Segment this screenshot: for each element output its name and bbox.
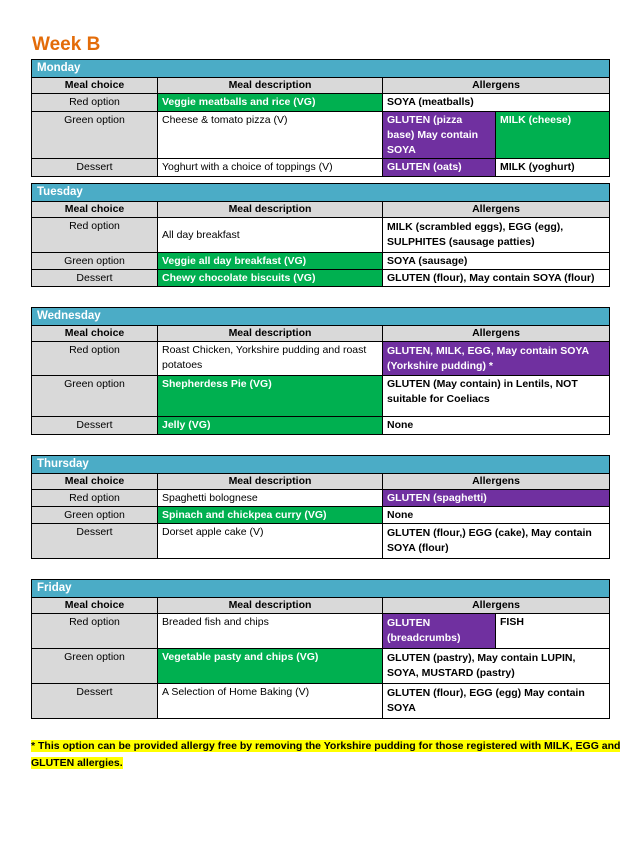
meal-description: Shepherdess Pie (VG) bbox=[158, 376, 383, 417]
meal-choice: Green option bbox=[32, 376, 158, 417]
allergens-header: Allergens bbox=[383, 326, 610, 342]
meal-description: Roast Chicken, Yorkshire pudding and roast potatoes bbox=[158, 342, 383, 376]
meal-description: Jelly (VG) bbox=[158, 417, 383, 435]
meal-description: Veggie all day breakfast (VG) bbox=[158, 253, 383, 270]
meal-description: Veggie meatballs and rice (VG) bbox=[158, 94, 383, 112]
meal-description: Breaded fish and chips bbox=[158, 614, 383, 649]
allergens: GLUTEN (flour), EGG (egg) May contain SOYA bbox=[383, 684, 610, 719]
meal-choice: Dessert bbox=[32, 684, 158, 719]
meal-description: Yoghurt with a choice of toppings (V) bbox=[158, 159, 383, 177]
day-heading: Monday bbox=[32, 60, 610, 78]
meal-choice: Red option bbox=[32, 218, 158, 253]
meal-choice: Green option bbox=[32, 253, 158, 270]
meal-description: Chewy chocolate biscuits (VG) bbox=[158, 270, 383, 287]
meal-description: Dorset apple cake (V) bbox=[158, 524, 383, 559]
day-heading: Wednesday bbox=[32, 308, 610, 326]
meal-choice-header: Meal choice bbox=[32, 202, 158, 218]
allergens: MILK (scrambled eggs), EGG (egg), SULPHITES (sausage patties) bbox=[383, 218, 610, 253]
day-heading: Thursday bbox=[32, 456, 610, 474]
meal-description: A Selection of Home Baking (V) bbox=[158, 684, 383, 719]
meal-description: Spinach and chickpea curry (VG) bbox=[158, 507, 383, 524]
meal-description: Spaghetti bolognese bbox=[158, 490, 383, 507]
allergens: GLUTEN, MILK, EGG, May contain SOYA (Yorkshire pudding) * bbox=[383, 342, 610, 376]
allergens-header: Allergens bbox=[383, 598, 610, 614]
meal-choice: Green option bbox=[32, 507, 158, 524]
page-title: Week B bbox=[32, 34, 101, 55]
meal-description-header: Meal description bbox=[158, 78, 383, 94]
allergens-header: Allergens bbox=[383, 202, 610, 218]
meal-description-header: Meal description bbox=[158, 326, 383, 342]
meal-description: Vegetable pasty and chips (VG) bbox=[158, 649, 383, 684]
wednesday-table bbox=[31, 307, 610, 435]
allergens: MILK (yoghurt) bbox=[496, 159, 610, 177]
meal-choice-header: Meal choice bbox=[32, 326, 158, 342]
meal-description-header: Meal description bbox=[158, 474, 383, 490]
day-heading: Friday bbox=[32, 580, 610, 598]
allergens: SOYA (sausage) bbox=[383, 253, 610, 270]
allergy-footnote bbox=[31, 738, 621, 772]
allergens: GLUTEN (oats) bbox=[383, 159, 496, 177]
meal-choice-header: Meal choice bbox=[32, 598, 158, 614]
allergens: None bbox=[383, 507, 610, 524]
meal-choice: Red option bbox=[32, 342, 158, 376]
monday-table bbox=[31, 59, 610, 177]
meal-choice: Green option bbox=[32, 112, 158, 159]
footnote-text: * This option can be provided allergy free by removing the Yorkshire pudding for those registered with MILK, EGG and GLUTEN allergies. bbox=[31, 740, 621, 769]
allergens: GLUTEN (May contain) in Lentils, NOT suitable for Coeliacs bbox=[383, 376, 610, 417]
meal-description: Cheese & tomato pizza (V) bbox=[158, 112, 383, 159]
allergens: GLUTEN (pizza base) May contain SOYA bbox=[383, 112, 496, 159]
meal-description: All day breakfast bbox=[158, 218, 383, 253]
allergens: MILK (cheese) bbox=[496, 112, 610, 159]
thursday-table bbox=[31, 455, 610, 559]
allergens: GLUTEN (spaghetti) bbox=[383, 490, 610, 507]
meal-choice: Red option bbox=[32, 94, 158, 112]
allergens: GLUTEN (breadcrumbs) bbox=[383, 614, 496, 649]
meal-choice: Dessert bbox=[32, 270, 158, 287]
tuesday-table bbox=[31, 183, 610, 287]
meal-choice: Dessert bbox=[32, 524, 158, 559]
allergens: GLUTEN (flour), May contain SOYA (flour) bbox=[383, 270, 610, 287]
meal-choice: Red option bbox=[32, 490, 158, 507]
meal-choice-header: Meal choice bbox=[32, 474, 158, 490]
meal-choice: Green option bbox=[32, 649, 158, 684]
allergens-header: Allergens bbox=[383, 474, 610, 490]
allergens: GLUTEN (flour,) EGG (cake), May contain SOYA (flour) bbox=[383, 524, 610, 559]
allergens: GLUTEN (pastry), May contain LUPIN, SOYA, MUSTARD (pastry) bbox=[383, 649, 610, 684]
allergens: FISH bbox=[496, 614, 610, 649]
meal-choice: Dessert bbox=[32, 417, 158, 435]
meal-choice-header: Meal choice bbox=[32, 78, 158, 94]
meal-description-header: Meal description bbox=[158, 598, 383, 614]
allergens-header: Allergens bbox=[383, 78, 610, 94]
allergens: SOYA (meatballs) bbox=[383, 94, 610, 112]
meal-description-header: Meal description bbox=[158, 202, 383, 218]
friday-table bbox=[31, 579, 610, 719]
day-heading: Tuesday bbox=[32, 184, 610, 202]
allergens: None bbox=[383, 417, 610, 435]
meal-choice: Dessert bbox=[32, 159, 158, 177]
meal-choice: Red option bbox=[32, 614, 158, 649]
